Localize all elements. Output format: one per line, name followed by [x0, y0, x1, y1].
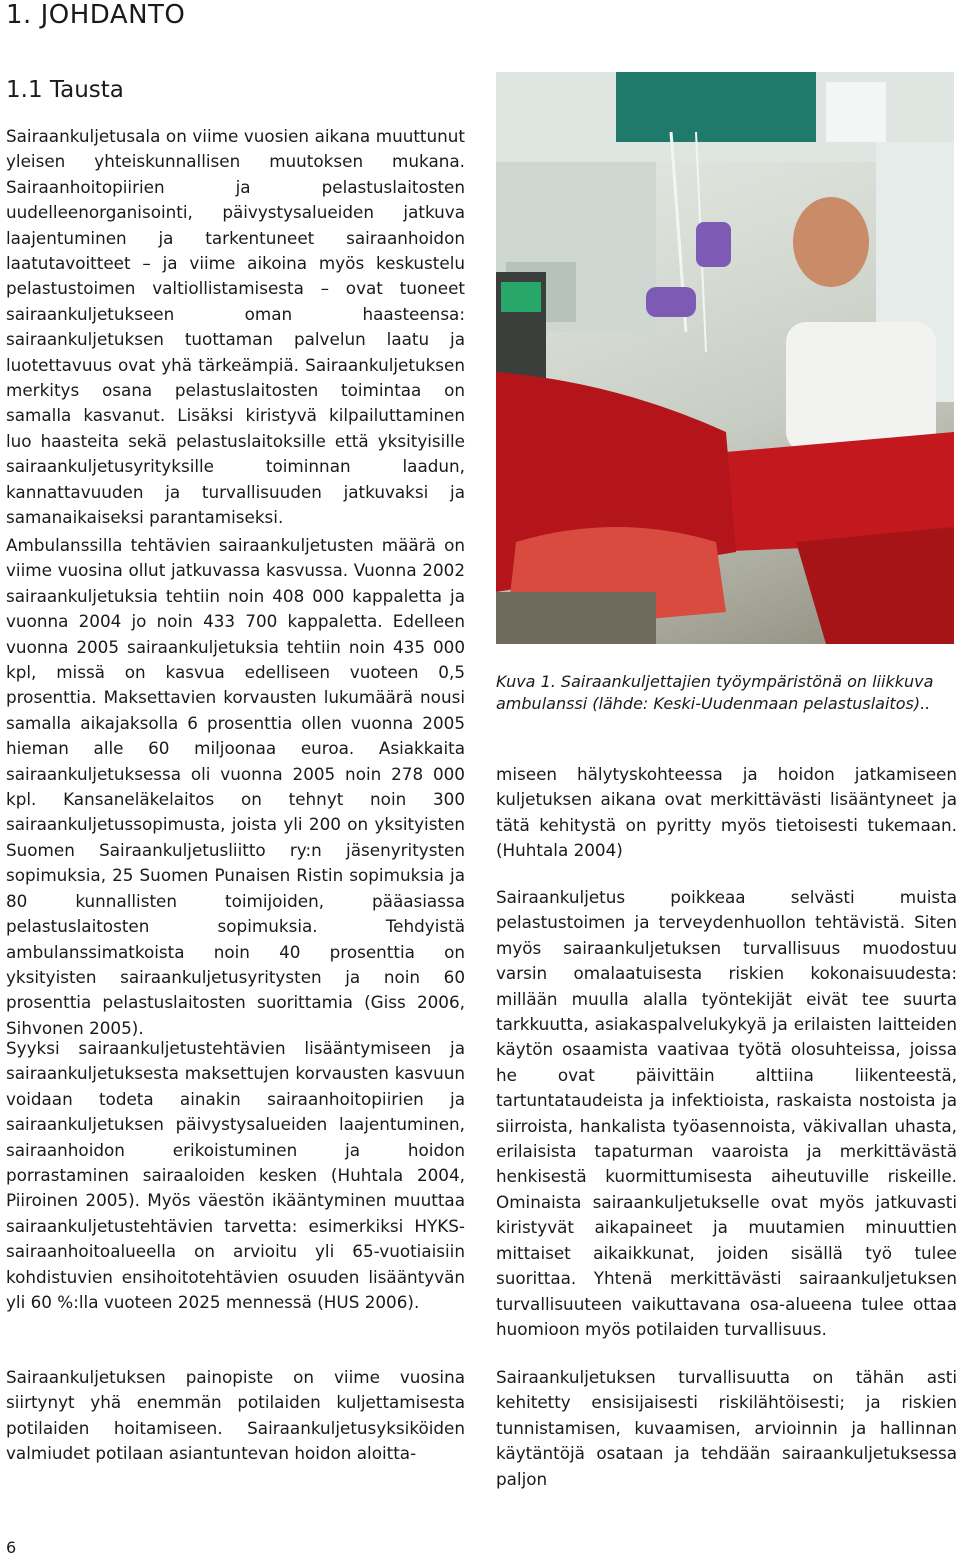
paragraph: Sairaankuljetuksen painopiste on viime vuosina siirtynyt yhä enemmän potilaiden kuljettamisesta potilaiden hoitamiseen. Sairaankuljetusyksiköiden valmiudet potilaan asiantuntevan hoidon aloitta- [6, 1367, 465, 1464]
right-column-3 [496, 1365, 957, 1492]
right-column-2 [496, 885, 957, 1342]
left-column-3 [6, 1036, 465, 1315]
left-column [6, 124, 465, 531]
left-column-2 [6, 533, 465, 1041]
paragraph: Syyksi sairaankuljetustehtävien lisääntymiseen ja sairaankuljetuksesta maksettujen korvausten kasvuun voidaan todeta ainakin sairaanhoitopiirien ja sairaankuljetuksen päivystysalueiden laajentuminen, sairaanhoidon erikoistuminen ja hoidon porrastaminen sairaaloiden kesken (Huhtala 2004, Piiroinen 2005). Myös väestön ikääntyminen muuttaa sairaankuljetustehtävien tarvetta: esimerkiksi HYKS-sairaanhoitoalueella on arvioitu yli 65-vuotiaisiin kohdistuvien ensihoitotehtävien osuuden lisääntyvän yli 60 %:lla vuoteen 2025 mennessä (HUS 2006). [6, 1038, 465, 1313]
ambulance-illustration [496, 72, 954, 644]
paragraph: Sairaankuljetus poikkeaa selvästi muista pelastustoimen ja terveydenhuollon tehtävistä. Siten myös sairaankuljetuksen turvallisuus muodostuu varsin omalaatuisesta riskien kokonaisuudesta: millään muulla alalla työntekijät eivät tee suurta tarkkuutta, asiakaspalvelukykyä ja erilaisten laitteiden käytön osaamista vaativaa työtä olosuhteissa, joissa he ovat päivittäin alttiina liikenteestä, tartuntataudeista ja infektioista, raskaista nostoista ja siirroista, hankalista työasennoista, väkivallan uhasta, erilaisista tapaturman vaaroista ja merkittävästä henkisestä kuormittumisesta aiheutuville riskeille. Ominaista sairaankuljetukselle ovat myös jatkuvasti kiristyvät aikapaineet ja muutamien minuuttien mittaiset aikaikkunat, joiden sisällä työ tulee suorittaa. Yhtenä merkittävästi sairaankuljetuksen turvallisuuteen vaikuttavana osa-alueena tulee ottaa huomioon myös potilaiden turvallisuus. [496, 887, 957, 1339]
paragraph: miseen hälytyskohteessa ja hoidon jatkamiseen kuljetuksen aikana ovat merkittävästi lisääntyneet ja tätä kehitystä on pyritty myös tietoisesti tukemaan. (Huhtala 2004) [496, 764, 957, 861]
chapter-heading: 1. JOHDANTO [6, 0, 186, 30]
section-heading: 1.1 Tausta [6, 77, 124, 103]
paragraph: Sairaankuljetuksen turvallisuutta on tähän asti kehitetty ensisijaisesti riskilähtöisesti; ja riskien tunnistamisen, kuvaamisen, arvioinnin ja hallinnan käytäntöjä osataan ja tehdään sairaankuljetuksessa paljon [496, 1367, 957, 1489]
figure-caption: Kuva 1. Sairaankuljettajien työympäristönä on liikkuva ambulanssi (lähde: Keski-Uudenmaan pelastuslaitos).. [496, 672, 934, 713]
paragraph: Ambulanssilla tehtävien sairaankuljetusten määrä on viime vuosina ollut jatkuvassa kasvussa. Vuonna 2002 sairaankuljetuksia tehtiin noin 408 000 kappaletta ja vuonna 2004 jo noin 433 700 kappaletta. Edelleen vuonna 2005 sairaankuljetuksia tehtiin noin 435 000 kpl, missä on kasvua edelliseen vuoteen 0,5 prosenttia. Maksettavien korvausten lukumäärä nousi samalla aikajaksolla 6 prosenttia ollen vuonna 2005 hieman alle 60 miljoonaa euroa. Asiakkaita sairaankuljetuksessa oli vuonna 2005 noin 278 000 kpl. Kansaneläkelaitos on tehnyt noin 300 sairaankuljetussopimusta, joista yli 200 on yksityisten Suomen Sairaankuljetusliitto ry:n jäsenyritysten sopimuksia, 25 Suomen Punaisen Ristin sopimuksia ja 80 kunnallisten toimijoiden, pääasiassa pelastuslaitosten sopimuksia. Tehdyistä ambulanssimatkoista noin 40 prosenttia on yksityisten sairaankuljetusyritysten ja noin 60 prosenttia pelastuslaitosten suorittamia (Giss 2006, Sihvonen 2005). [6, 535, 465, 1038]
right-column [496, 762, 957, 864]
paragraph: Sairaankuljetusala on viime vuosien aikana muuttunut yleisen yhteiskunnallisen muutoksen mukana. Sairaanhoitopiirien ja pelastuslaitosten uudelleenorganisointi, päivystysalueiden jatkuva laajentuminen ja tarkentuneet sairaanhoidon laatutavoitteet – ja viime aikoina myös keskustelu pelastustoimen valtiollistamisesta – ovat tuoneet sairaankuljetukseen oman haasteensa: sairaankuljetuksen tuottaman palvelun laatu ja luotettavuus ovat yhä tärkeämpiä. Sairaankuljetuksen merkitys osana pelastuslaitosten toimintaa on samalla kasvanut. Lisäksi kiristyvä kilpailuttaminen luo haasteita sekä pelastuslaitoksille että yksityisille sairaankuljetusyrityksille toiminnan laadun, kannattavuuden ja turvallisuuden jatkuvaksi ja samanaikaiseksi parantamiseksi. [6, 126, 465, 528]
page-number: 6 [6, 1538, 17, 1557]
ambulance-photo [496, 72, 954, 644]
left-column-4 [6, 1365, 465, 1467]
